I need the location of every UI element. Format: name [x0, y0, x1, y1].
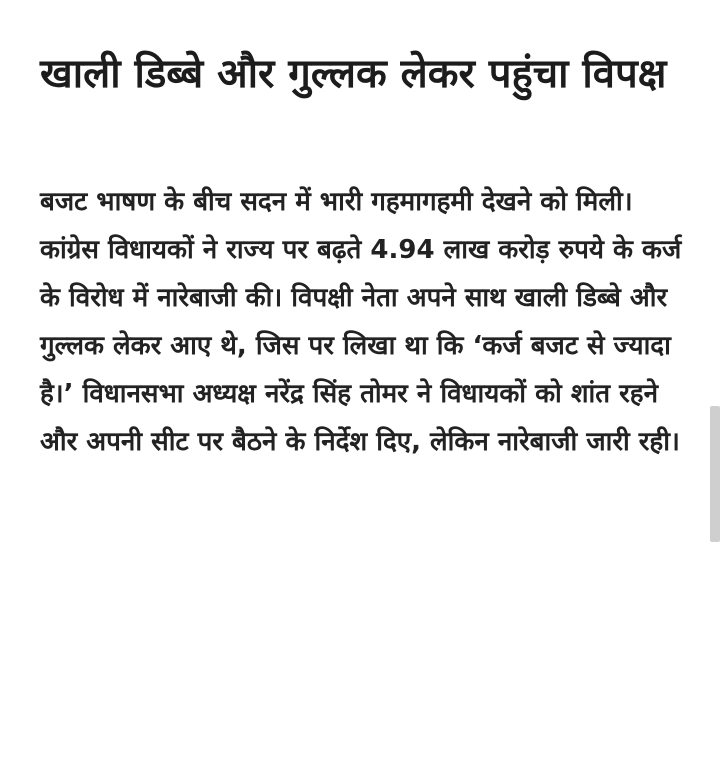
article-headline: खाली डिब्बे और गुल्लक लेकर पहुंचा विपक्ष: [40, 51, 667, 97]
article: [40, 40, 690, 466]
article-body: बजट भाषण के बीच सदन में भारी गहमागहमी देखने को मिली। कांग्रेस विधायकों ने राज्य पर बढ़ते 4.94 लाख करोड़ रुपये के कर्ज के विरोध में नारेबाजी की। विपक्षी नेता अपने साथ खाली डिब्बे और गुल्लक लेकर आए थे, जिस पर लिखा था कि ‘कर्ज बजट से ज्यादा है।’ विधानसभा अध्यक्ष नरेंद्र सिंह तोमर ने विधायकों को शांत रहने और अपनी सीट पर बैठने के निर्देश दिए, लेकिन नारेबाजी जारी रही।: [40, 187, 682, 457]
scrollbar-thumb[interactable]: [710, 406, 720, 542]
